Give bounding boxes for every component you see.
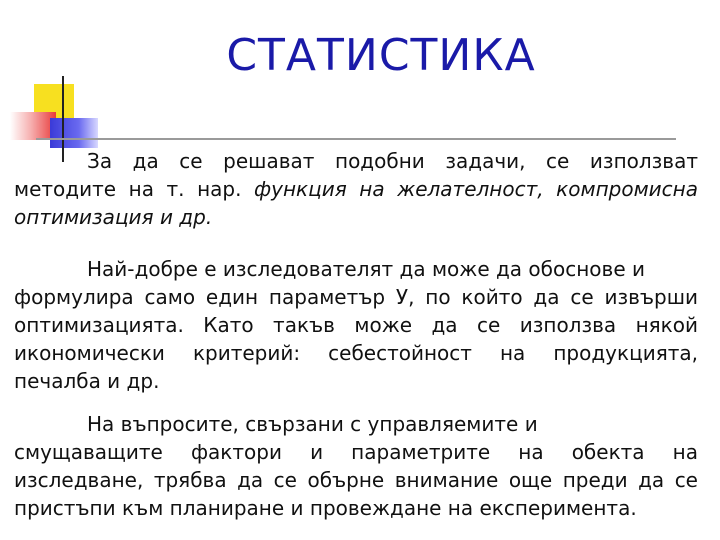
paragraph-2-line-1: Най-добре е изследователят да може да обоснове и [87, 257, 645, 281]
paragraph-2-line-4: икономически критерий: себестойност на продукцията, [14, 341, 698, 365]
paragraph-3-line-4: пристъпи към планиране и провеждане на експеримента. [14, 496, 637, 520]
paragraph-1-line-1: За да се решават подобни задачи, се използват [87, 149, 698, 173]
paragraph-1-line-3: оптимизация и др. [14, 205, 213, 229]
paragraph-2-line-3: оптимизацията. Като такъв може да се използва някой [14, 313, 698, 337]
slide-title: СТАТИСТИКА [226, 30, 536, 81]
paragraph-2 [14, 255, 698, 395]
paragraph-3-line-1: На въпросите, свързани с управляемите и [87, 412, 538, 436]
decorative-blue-square [50, 118, 98, 148]
paragraph-2-line-2: формулира само един параметър У, по който да се извърши [14, 285, 698, 309]
title-underline [36, 138, 676, 140]
paragraph-3 [14, 410, 698, 522]
paragraph-3-line-3: изследване, трябва да се обърне внимание още преди да се [14, 468, 698, 492]
paragraph-3-line-2: смущаващите фактори и параметрите на обекта на [14, 440, 698, 464]
paragraph-1 [14, 147, 698, 231]
paragraph-2-line-5: печалба и др. [14, 369, 160, 393]
paragraph-1-line-2: методите на т. нар. функция на желателност, компромисна [14, 177, 698, 201]
